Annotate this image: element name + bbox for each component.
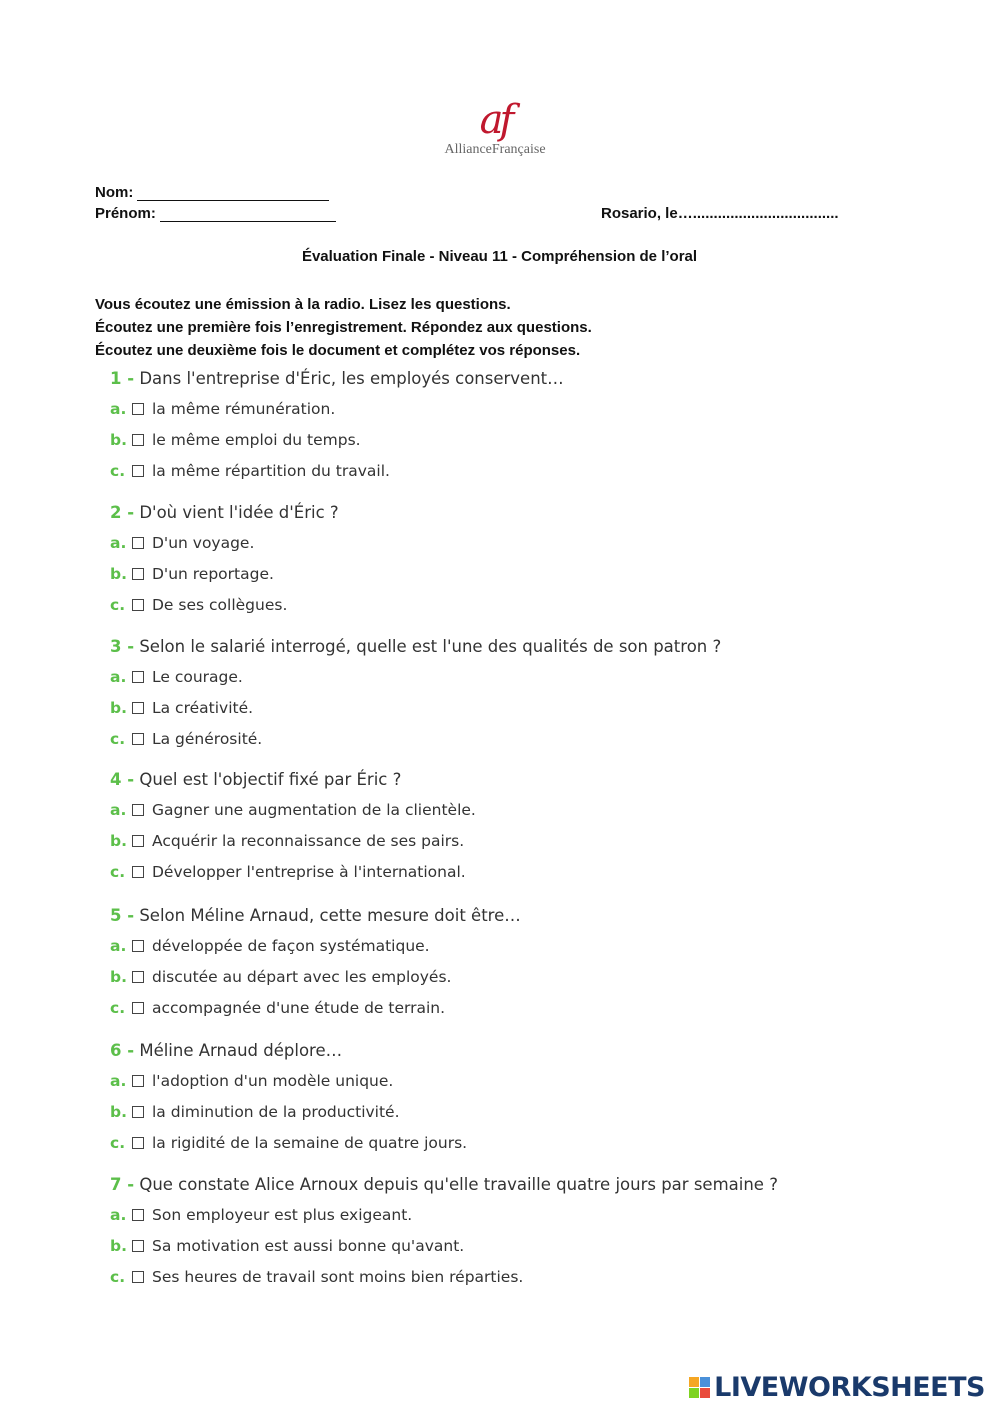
question-title	[110, 497, 830, 528]
option-text: La créativité.	[152, 699, 254, 717]
question-text: Méline Arnaud déplore…	[139, 1041, 343, 1060]
page-title: Évaluation Finale - Niveau 11 - Compréhension de l’oral	[301, 248, 698, 265]
option-a[interactable]	[110, 662, 830, 693]
option-b[interactable]	[110, 1231, 830, 1262]
checkbox[interactable]	[132, 733, 144, 745]
checkbox[interactable]	[132, 1271, 144, 1283]
option-text: La générosité.	[152, 730, 263, 748]
question-number: 7 -	[110, 1175, 135, 1194]
option-a[interactable]	[110, 1066, 830, 1097]
checkbox[interactable]	[132, 702, 144, 714]
option-text: la rigidité de la semaine de quatre jours.	[152, 1134, 468, 1152]
option-text: discutée au départ avec les employés.	[152, 968, 452, 986]
option-c[interactable]	[110, 1128, 830, 1159]
checkbox[interactable]	[132, 1106, 144, 1118]
question-6	[110, 1035, 830, 1159]
option-c[interactable]	[110, 857, 830, 888]
option-letter: c.	[110, 730, 126, 748]
option-b[interactable]	[110, 425, 830, 456]
checkbox[interactable]	[132, 434, 144, 446]
instructions	[95, 293, 592, 362]
option-text: la diminution de la productivité.	[152, 1103, 400, 1121]
option-text: développée de façon systématique.	[152, 937, 430, 955]
option-letter: b.	[110, 431, 127, 449]
checkbox[interactable]	[132, 971, 144, 983]
checkbox[interactable]	[132, 599, 144, 611]
option-letter: c.	[110, 1134, 126, 1152]
option-text: le même emploi du temps.	[152, 431, 361, 449]
option-letter: b.	[110, 1103, 127, 1121]
checkbox[interactable]	[132, 671, 144, 683]
checkbox[interactable]	[132, 866, 144, 878]
option-text: Ses heures de travail sont moins bien réparties.	[152, 1268, 524, 1286]
checkbox[interactable]	[132, 537, 144, 549]
nom-label: Nom:	[95, 184, 134, 201]
question-text: Selon Méline Arnaud, cette mesure doit être…	[139, 906, 521, 925]
question-text: Que constate Alice Arnoux depuis qu'elle travaille quatre jours par semaine ?	[139, 1175, 778, 1194]
option-letter: b.	[110, 1237, 127, 1255]
option-letter: a.	[110, 400, 127, 418]
option-letter: c.	[110, 462, 126, 480]
option-letter: a.	[110, 668, 127, 686]
option-text: D'un reportage.	[152, 565, 274, 583]
option-text: l'adoption d'un modèle unique.	[152, 1072, 394, 1090]
question-7	[110, 1169, 830, 1293]
option-b[interactable]	[110, 1097, 830, 1128]
option-letter: a.	[110, 801, 127, 819]
liveworksheets-icon	[689, 1377, 710, 1398]
option-a[interactable]	[110, 795, 830, 826]
option-a[interactable]	[110, 528, 830, 559]
question-text: Quel est l'objectif fixé par Éric ?	[139, 770, 402, 789]
option-letter: a.	[110, 937, 127, 955]
prenom-label: Prénom:	[95, 205, 156, 222]
option-text: Sa motivation est aussi bonne qu'avant.	[152, 1237, 465, 1255]
nom-field[interactable]	[95, 184, 329, 201]
option-c[interactable]	[110, 993, 830, 1024]
option-letter: a.	[110, 1072, 127, 1090]
option-text: De ses collègues.	[152, 596, 288, 614]
checkbox[interactable]	[132, 1240, 144, 1252]
option-text: Le courage.	[152, 668, 243, 686]
place-date: Rosario, le…...................................	[601, 205, 839, 222]
nom-line[interactable]	[137, 185, 329, 201]
option-text: la même répartition du travail.	[152, 462, 390, 480]
option-letter: a.	[110, 534, 127, 552]
instruction-line: Écoutez une deuxième fois le document et complétez vos réponses.	[95, 342, 581, 359]
logo-mark: af	[479, 97, 511, 143]
option-a[interactable]	[110, 1200, 830, 1231]
option-letter: b.	[110, 699, 127, 717]
instruction-line: Vous écoutez une émission à la radio. Lisez les questions.	[95, 296, 511, 313]
option-b[interactable]	[110, 826, 830, 857]
question-2	[110, 497, 830, 621]
checkbox[interactable]	[132, 804, 144, 816]
checkbox[interactable]	[132, 1137, 144, 1149]
option-letter: c.	[110, 999, 126, 1017]
checkbox[interactable]	[132, 1075, 144, 1087]
option-letter: b.	[110, 565, 127, 583]
option-a[interactable]	[110, 394, 830, 425]
option-b[interactable]	[110, 693, 830, 724]
question-1	[110, 363, 830, 487]
question-4	[110, 764, 830, 888]
option-text: la même rémunération.	[152, 400, 336, 418]
liveworksheets-brand	[689, 1372, 985, 1403]
option-b[interactable]	[110, 962, 830, 993]
question-3	[110, 631, 830, 755]
option-text: D'un voyage.	[152, 534, 255, 552]
question-title	[110, 900, 830, 931]
question-text: Selon le salarié interrogé, quelle est l'une des qualités de son patron ?	[139, 637, 722, 656]
option-c[interactable]	[110, 1262, 830, 1293]
question-number: 1 -	[110, 369, 135, 388]
option-letter: b.	[110, 832, 127, 850]
prenom-line[interactable]	[160, 206, 336, 222]
option-text: Son employeur est plus exigeant.	[152, 1206, 413, 1224]
logo-text: AllianceFrançaise	[444, 142, 546, 157]
checkbox[interactable]	[132, 465, 144, 477]
alliance-francaise-logo	[430, 97, 560, 158]
question-number: 2 -	[110, 503, 135, 522]
prenom-field[interactable]	[95, 205, 336, 222]
option-text: Gagner une augmentation de la clientèle.	[152, 801, 476, 819]
option-letter: c.	[110, 1268, 126, 1286]
question-text: Dans l'entreprise d'Éric, les employés conservent…	[139, 369, 564, 388]
question-title	[110, 631, 830, 662]
option-text: Développer l'entreprise à l'international.	[152, 863, 466, 881]
option-letter: c.	[110, 863, 126, 881]
question-title	[110, 1169, 830, 1200]
checkbox[interactable]	[132, 1002, 144, 1014]
checkbox[interactable]	[132, 940, 144, 952]
question-number: 5 -	[110, 906, 135, 925]
option-c[interactable]	[110, 456, 830, 487]
option-b[interactable]	[110, 559, 830, 590]
question-title	[110, 1035, 830, 1066]
question-5	[110, 900, 830, 1024]
option-c[interactable]	[110, 590, 830, 621]
checkbox[interactable]	[132, 403, 144, 415]
checkbox[interactable]	[132, 1209, 144, 1221]
question-title	[110, 764, 830, 795]
option-a[interactable]	[110, 931, 830, 962]
question-number: 6 -	[110, 1041, 135, 1060]
option-c[interactable]	[110, 724, 830, 755]
option-text: Acquérir la reconnaissance de ses pairs.	[152, 832, 465, 850]
brand-text: LIVEWORKSHEETS	[714, 1372, 985, 1403]
instruction-line: Écoutez une première fois l’enregistrement. Répondez aux questions.	[95, 319, 592, 336]
question-number: 3 -	[110, 637, 135, 656]
option-text: accompagnée d'une étude de terrain.	[152, 999, 446, 1017]
checkbox[interactable]	[132, 835, 144, 847]
option-letter: b.	[110, 968, 127, 986]
option-letter: a.	[110, 1206, 127, 1224]
question-number: 4 -	[110, 770, 135, 789]
question-title	[110, 363, 830, 394]
option-letter: c.	[110, 596, 126, 614]
question-text: D'où vient l'idée d'Éric ?	[139, 503, 339, 522]
checkbox[interactable]	[132, 568, 144, 580]
